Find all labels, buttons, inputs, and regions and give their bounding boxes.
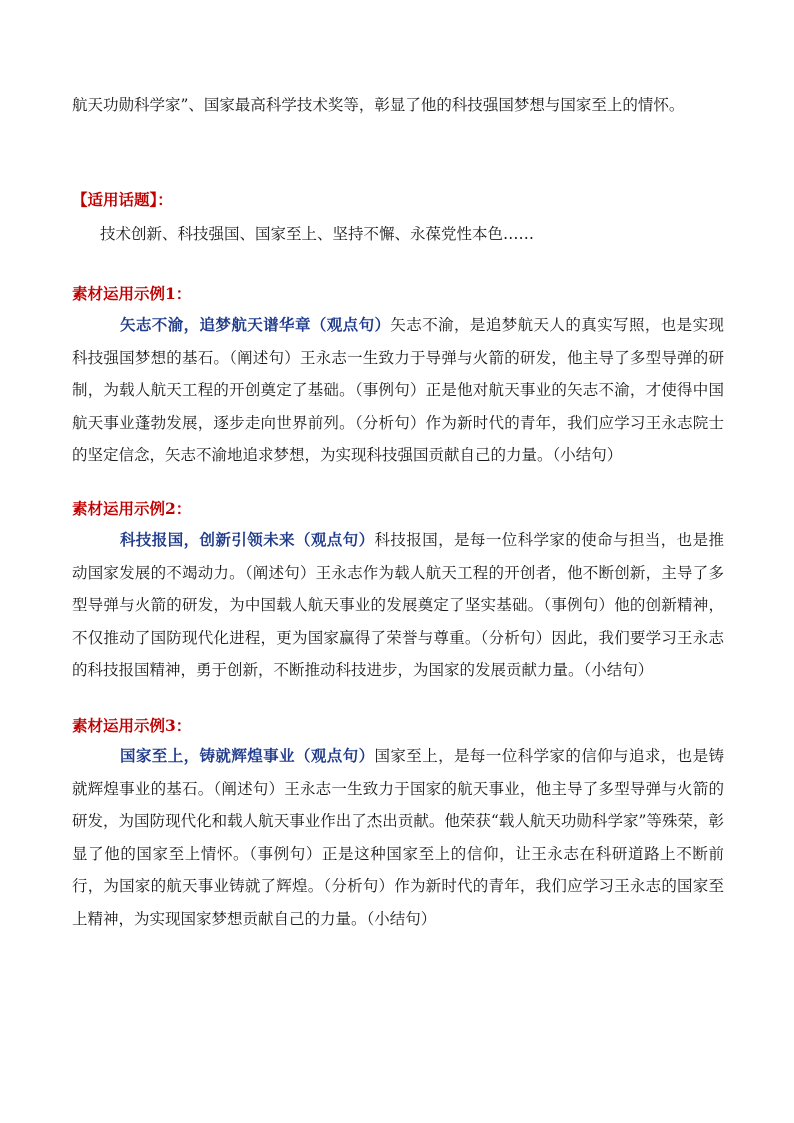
- example-3-body: 国家至上，是每一位科学家的信仰与追求，也是铸就辉煌事业的基石。（阐述句）王永志一生致力于国家的航天事业，他主导了多型导弹与火箭的研发，为国防现代化和载人航天事业作出了杰出贡献。他荣获“载人航天功勋科学家”等殊荣，彰显了他的国家至上情怀。（事例句）正是这种国家至上的信仰，让王永志在科研道路上不断前行，为国家的航天事业铸就了辉煌。（分析句）作为新时代的青年，我们应学习王永志的国家至上精神，为实现国家梦想贡献自己的力量。（小结句）: [72, 747, 724, 928]
- example-1-body: 矢志不渝，是追梦航天人的真实写照，也是实现科技强国梦想的基石。（阐述句）王永志一生致力于导弹与火箭的研发，他主导了多型导弹的研制，为载人航天工程的开创奠定了基础。（事例句）正是他对航天事业的矢志不渝，才使得中国航天事业蓬勃发展，逐步走向世界前列。（分析句）作为新时代的青年，我们应学习王永志院士的坚定信念，矢志不渝地追求梦想，为实现科技强国贡献自己的力量。（小结句）: [72, 316, 724, 464]
- intro-paragraph: 航天功勋科学家”、国家最高科学技术奖等，彰显了他的科技强国梦想与国家至上的情怀。: [72, 96, 685, 114]
- example-1-paragraph: [72, 309, 724, 472]
- topics-heading: 【适用话题】：: [72, 190, 173, 209]
- example-3-viewpoint: 国家至上，铸就辉煌事业（观点句）: [120, 746, 375, 765]
- example-2-body: 科技报国，是每一位科学家的使命与担当，也是推动国家发展的不竭动力。（阐述句）王永志作为载人航天工程的开创者，他不断创新，主导了多型导弹与火箭的研发，为中国载人航天事业的发展奠定了坚实基础。（事例句）他的创新精神，不仅推动了国防现代化进程，更为国家赢得了荣誉与尊重。（分析句）因此，我们要学习王永志的科技报国精神，勇于创新，不断推动科技进步，为国家的发展贡献力量。（小结句）: [72, 531, 724, 679]
- example-2-title: 素材运用示例2：: [72, 499, 192, 518]
- example-2-viewpoint: 科技报国，创新引领未来（观点句）: [120, 530, 375, 549]
- example-2-paragraph: [72, 524, 724, 687]
- example-1-title: 素材运用示例1：: [72, 284, 192, 303]
- example-3-title: 素材运用示例3：: [72, 716, 192, 735]
- example-1-viewpoint: 矢志不渝，追梦航天谱华章（观点句）: [120, 315, 391, 334]
- example-3-paragraph: [72, 740, 724, 935]
- topics-list: 技术创新、科技强国、国家至上、坚持不懈、永葆党性本色……: [100, 225, 535, 243]
